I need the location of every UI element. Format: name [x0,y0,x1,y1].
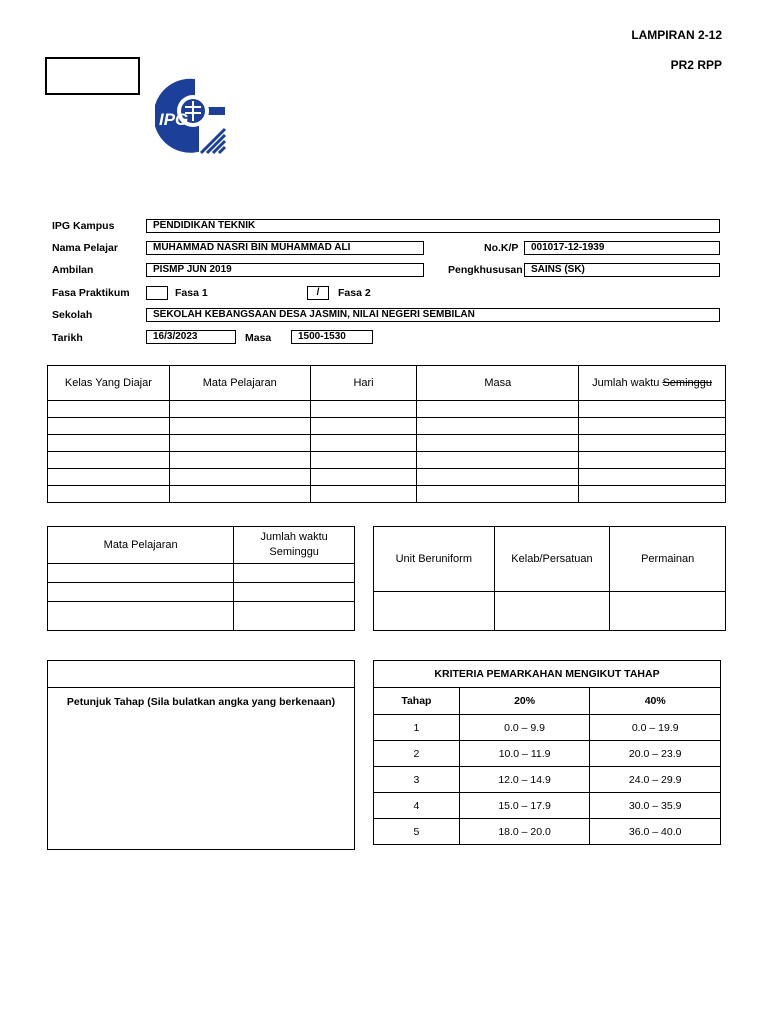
fasa-praktikum-label: Fasa Praktikum [52,287,130,299]
pengkhususan-field[interactable]: SAINS (SK) [524,263,720,277]
cocurriculum-header-row [374,527,726,592]
tahap-instruction: Petunjuk Tahap (Sila bulatkan angka yang berkenaan) [66,696,336,708]
nokp-label: No.K/P [484,242,519,254]
range-20: 12.0 – 14.9 [459,767,590,793]
table-row [48,486,726,503]
range-40: 36.0 – 40.0 [590,819,721,845]
tahap-box [47,660,355,850]
header-permainan: Permainan [610,527,726,592]
header-weekly-line2: Seminggu [269,546,319,558]
table-row [48,469,726,486]
nama-field[interactable]: MUHAMMAD NASRI BIN MUHAMMAD ALI [146,241,424,255]
cocurriculum-table [373,526,726,631]
form-code: PR2 RPP [670,58,722,72]
ipg-kampus-label: IPG Kampus [52,220,115,232]
tarikh-field[interactable]: 16/3/2023 [146,330,236,344]
range-20: 18.0 – 20.0 [459,819,590,845]
range-20: 0.0 – 9.9 [459,715,590,741]
table-row [48,452,726,469]
reference-box [45,57,140,95]
header-mata-pelajaran: Mata Pelajaran [169,366,310,401]
table-row [48,435,726,452]
tahap-number[interactable]: 4 [374,793,460,819]
range-20: 10.0 – 11.9 [459,741,590,767]
table-row [48,602,355,631]
table-row [374,793,721,819]
schedule-table [47,365,726,503]
header-weekly-line1: Jumlah waktu [260,531,328,543]
nama-label: Nama Pelajar [52,242,118,254]
header-kelab-persatuan: Kelab/Persatuan [494,527,610,592]
ambilan-label: Ambilan [52,264,94,276]
header-weekly-hours [234,527,355,564]
fasa1-checkbox[interactable] [146,286,168,300]
fasa1-label: Fasa 1 [175,287,208,299]
criteria-title: KRITERIA PEMARKAHAN MENGIKUT TAHAP [374,661,721,688]
table-row [48,583,355,602]
range-40: 20.0 – 23.9 [590,741,721,767]
subject-header-row [48,527,355,564]
ipg-logo [155,77,227,155]
ipg-kampus-field[interactable]: PENDIDIKAN TEKNIK [146,219,720,233]
fasa2-checkbox[interactable]: / [307,286,329,300]
table-row [48,418,726,435]
tahap-box-top [48,661,354,688]
header-seminggu-struck: Seminggu [662,377,713,389]
table-row [374,715,721,741]
header-masa: Masa [417,366,579,401]
schedule-header-row [48,366,726,401]
header-20-percent: 20% [459,688,590,715]
range-40: 30.0 – 35.9 [590,793,721,819]
tahap-number[interactable]: 5 [374,819,460,845]
header-unit-beruniform: Unit Beruniform [374,527,495,592]
table-row [48,564,355,583]
masa-label: Masa [245,332,272,344]
table-row [48,401,726,418]
header-subject: Mata Pelajaran [48,527,234,564]
table-row [374,819,721,845]
sekolah-label: Sekolah [52,309,93,321]
table-row [374,741,721,767]
tahap-number[interactable]: 3 [374,767,460,793]
table-row [374,767,721,793]
subject-table [47,526,355,631]
tahap-number[interactable]: 1 [374,715,460,741]
lampiran-label: LAMPIRAN 2-12 [631,28,722,42]
header-hari: Hari [310,366,417,401]
header-tahap: Tahap [374,688,460,715]
ambilan-field[interactable]: PISMP JUN 2019 [146,263,424,277]
masa-field[interactable]: 1500-1530 [291,330,373,344]
range-40: 0.0 – 19.9 [590,715,721,741]
header-kelas: Kelas Yang Diajar [48,366,170,401]
sekolah-field[interactable]: SEKOLAH KEBANGSAAN DESA JASMIN, NILAI NEGERI SEMBILAN [146,308,720,322]
logo-text: IPG [159,110,189,129]
range-20: 15.0 – 17.9 [459,793,590,819]
table-row [374,592,726,631]
tarikh-label: Tarikh [52,332,83,344]
header-jumlah-waktu [579,366,726,401]
fasa2-label: Fasa 2 [338,287,371,299]
nokp-field[interactable]: 001017-12-1939 [524,241,720,255]
header-jumlah-prefix: Jumlah waktu [592,377,663,389]
header-40-percent: 40% [590,688,721,715]
criteria-table [373,660,721,845]
tahap-number[interactable]: 2 [374,741,460,767]
pengkhususan-label: Pengkhususan [448,264,523,276]
range-40: 24.0 – 29.9 [590,767,721,793]
